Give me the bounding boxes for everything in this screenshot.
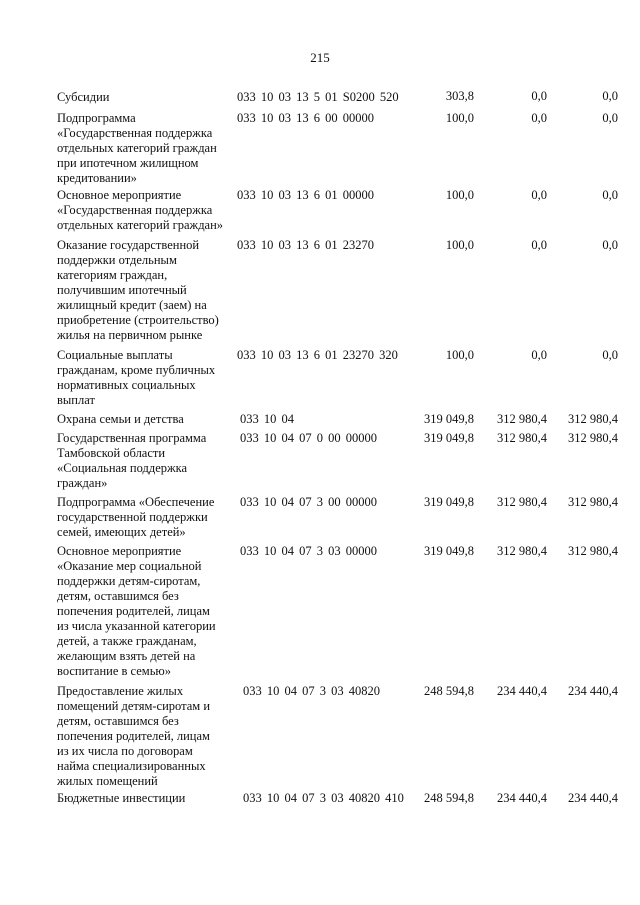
amount-2024: 312 980,4	[497, 544, 547, 558]
amount-2025: 312 980,4	[568, 431, 618, 445]
row-name-line: попечения родителей, лицам	[57, 604, 210, 618]
row-code: 033 10 03 13 6 01 23270	[237, 238, 374, 252]
amount-2024: 234 440,4	[497, 684, 547, 698]
row-name-line: детям, оставшимся без	[57, 589, 179, 603]
amount-2025: 0,0	[602, 89, 618, 103]
row-name-line: «Государственная поддержка	[57, 203, 213, 217]
row-name-line: попечения родителей, лицам	[57, 729, 210, 743]
row-name	[57, 111, 237, 186]
amount-2023: 100,0	[445, 238, 474, 252]
amount-2023: 319 049,8	[424, 412, 474, 426]
row-name-line: отдельных категорий граждан»	[57, 218, 224, 232]
row-code: 033 10 03 13 6 01 23270 320	[237, 348, 398, 362]
amount-2025: 0,0	[602, 238, 618, 252]
amount-2023: 100,0	[445, 111, 474, 125]
amount-2023: 303,8	[445, 89, 474, 103]
row-name-line: при ипотечном жилищном	[57, 156, 199, 170]
row-name-line: нормативных социальных	[57, 378, 196, 392]
amount-2024: 0,0	[531, 89, 547, 103]
amount-2023: 248 594,8	[424, 791, 474, 805]
amount-2025: 312 980,4	[568, 412, 618, 426]
row-name-line: приобретение (строительство)	[57, 313, 219, 327]
row-name-line: семей, имеющих детей»	[57, 525, 186, 539]
row-name-line: граждан»	[57, 476, 108, 490]
row-name-line: «Социальная поддержка	[57, 461, 188, 475]
row-name-line: поддержки детям-сиротам,	[57, 574, 201, 588]
row-name	[57, 791, 237, 806]
row-name-line: Основное мероприятие	[57, 188, 182, 202]
amount-2023: 100,0	[445, 348, 474, 362]
row-code: 033 10 04 07 3 03 40820	[243, 684, 380, 698]
row-name-line: жилых помещений	[57, 774, 158, 788]
row-name-line: из числа указанной категории	[57, 619, 216, 633]
row-name-line: государственной поддержки	[57, 510, 208, 524]
amount-2023: 319 049,8	[424, 431, 474, 445]
row-name-line: Предоставление жилых	[57, 684, 184, 698]
row-code: 033 10 04 07 3 03 00000	[240, 544, 377, 558]
row-name-line: получившим ипотечный	[57, 283, 187, 297]
row-name-line: жилищный кредит (заем) на	[57, 298, 207, 312]
row-name	[57, 684, 237, 789]
row-name-line: Подпрограмма	[57, 111, 136, 125]
amount-2024: 0,0	[531, 238, 547, 252]
row-name-line: воспитание в семью»	[57, 664, 171, 678]
amount-2025: 312 980,4	[568, 495, 618, 509]
amount-2024: 312 980,4	[497, 431, 547, 445]
row-name-line: Охрана семьи и детства	[57, 412, 184, 426]
row-name-line: Подпрограмма «Обеспечение	[57, 495, 215, 509]
amount-2025: 234 440,4	[568, 791, 618, 805]
amount-2025: 0,0	[602, 188, 618, 202]
row-name-line: Государственная программа	[57, 431, 207, 445]
row-code: 033 10 04	[240, 412, 294, 426]
row-code: 033 10 03 13 6 00 00000	[237, 111, 374, 125]
amount-2023: 319 049,8	[424, 544, 474, 558]
row-name-line: Оказание государственной	[57, 238, 200, 252]
amount-2024: 0,0	[531, 111, 547, 125]
row-code: 033 10 04 07 0 00 00000	[240, 431, 377, 445]
amount-2023: 319 049,8	[424, 495, 474, 509]
row-name	[57, 348, 237, 408]
amount-2024: 312 980,4	[497, 412, 547, 426]
row-name-line: детям, оставшимся без	[57, 714, 179, 728]
row-name	[57, 495, 237, 540]
row-name-line: «Оказание мер социальной	[57, 559, 202, 573]
amount-2025: 0,0	[602, 348, 618, 362]
row-name-line: желающим взять детей на	[57, 649, 196, 663]
row-name-line: из их числа по договорам	[57, 744, 193, 758]
amount-2024: 312 980,4	[497, 495, 547, 509]
amount-2024: 234 440,4	[497, 791, 547, 805]
row-code: 033 10 03 13 5 01 S0200 520	[237, 90, 399, 104]
row-name-line: «Государственная поддержка	[57, 126, 213, 140]
row-code: 033 10 04 07 3 00 00000	[240, 495, 377, 509]
row-name-line: найма специализированных	[57, 759, 206, 773]
row-name-line: Субсидии	[57, 90, 110, 104]
row-code: 033 10 04 07 3 03 40820 410	[243, 791, 404, 805]
row-name-line: поддержки отдельным	[57, 253, 177, 267]
row-name-line: выплат	[57, 393, 95, 407]
row-name-line: помещений детям-сиротам и	[57, 699, 211, 713]
row-name-line: категориям граждан,	[57, 268, 168, 282]
amount-2024: 0,0	[531, 348, 547, 362]
page-number: 215	[310, 50, 330, 65]
amount-2024: 0,0	[531, 188, 547, 202]
amount-2025: 312 980,4	[568, 544, 618, 558]
row-name-line: кредитовании»	[57, 171, 137, 185]
row-name	[57, 544, 237, 679]
row-name-line: Социальные выплаты	[57, 348, 173, 362]
row-name	[57, 238, 237, 343]
row-name	[57, 90, 237, 105]
amount-2023: 248 594,8	[424, 684, 474, 698]
row-name	[57, 412, 237, 427]
row-code: 033 10 03 13 6 01 00000	[237, 188, 374, 202]
row-name-line: детей, а также гражданам,	[57, 634, 197, 648]
row-name-line: Основное мероприятие	[57, 544, 182, 558]
row-name-line: Бюджетные инвестиции	[57, 791, 186, 805]
row-name-line: гражданам, кроме публичных	[57, 363, 216, 377]
amount-2023: 100,0	[445, 188, 474, 202]
row-name-line: отдельных категорий граждан	[57, 141, 217, 155]
row-name	[57, 431, 237, 491]
row-name-line: жилья на первичном рынке	[57, 328, 203, 342]
amount-2025: 0,0	[602, 111, 618, 125]
row-name	[57, 188, 237, 233]
amount-2025: 234 440,4	[568, 684, 618, 698]
row-name-line: Тамбовской области	[57, 446, 166, 460]
